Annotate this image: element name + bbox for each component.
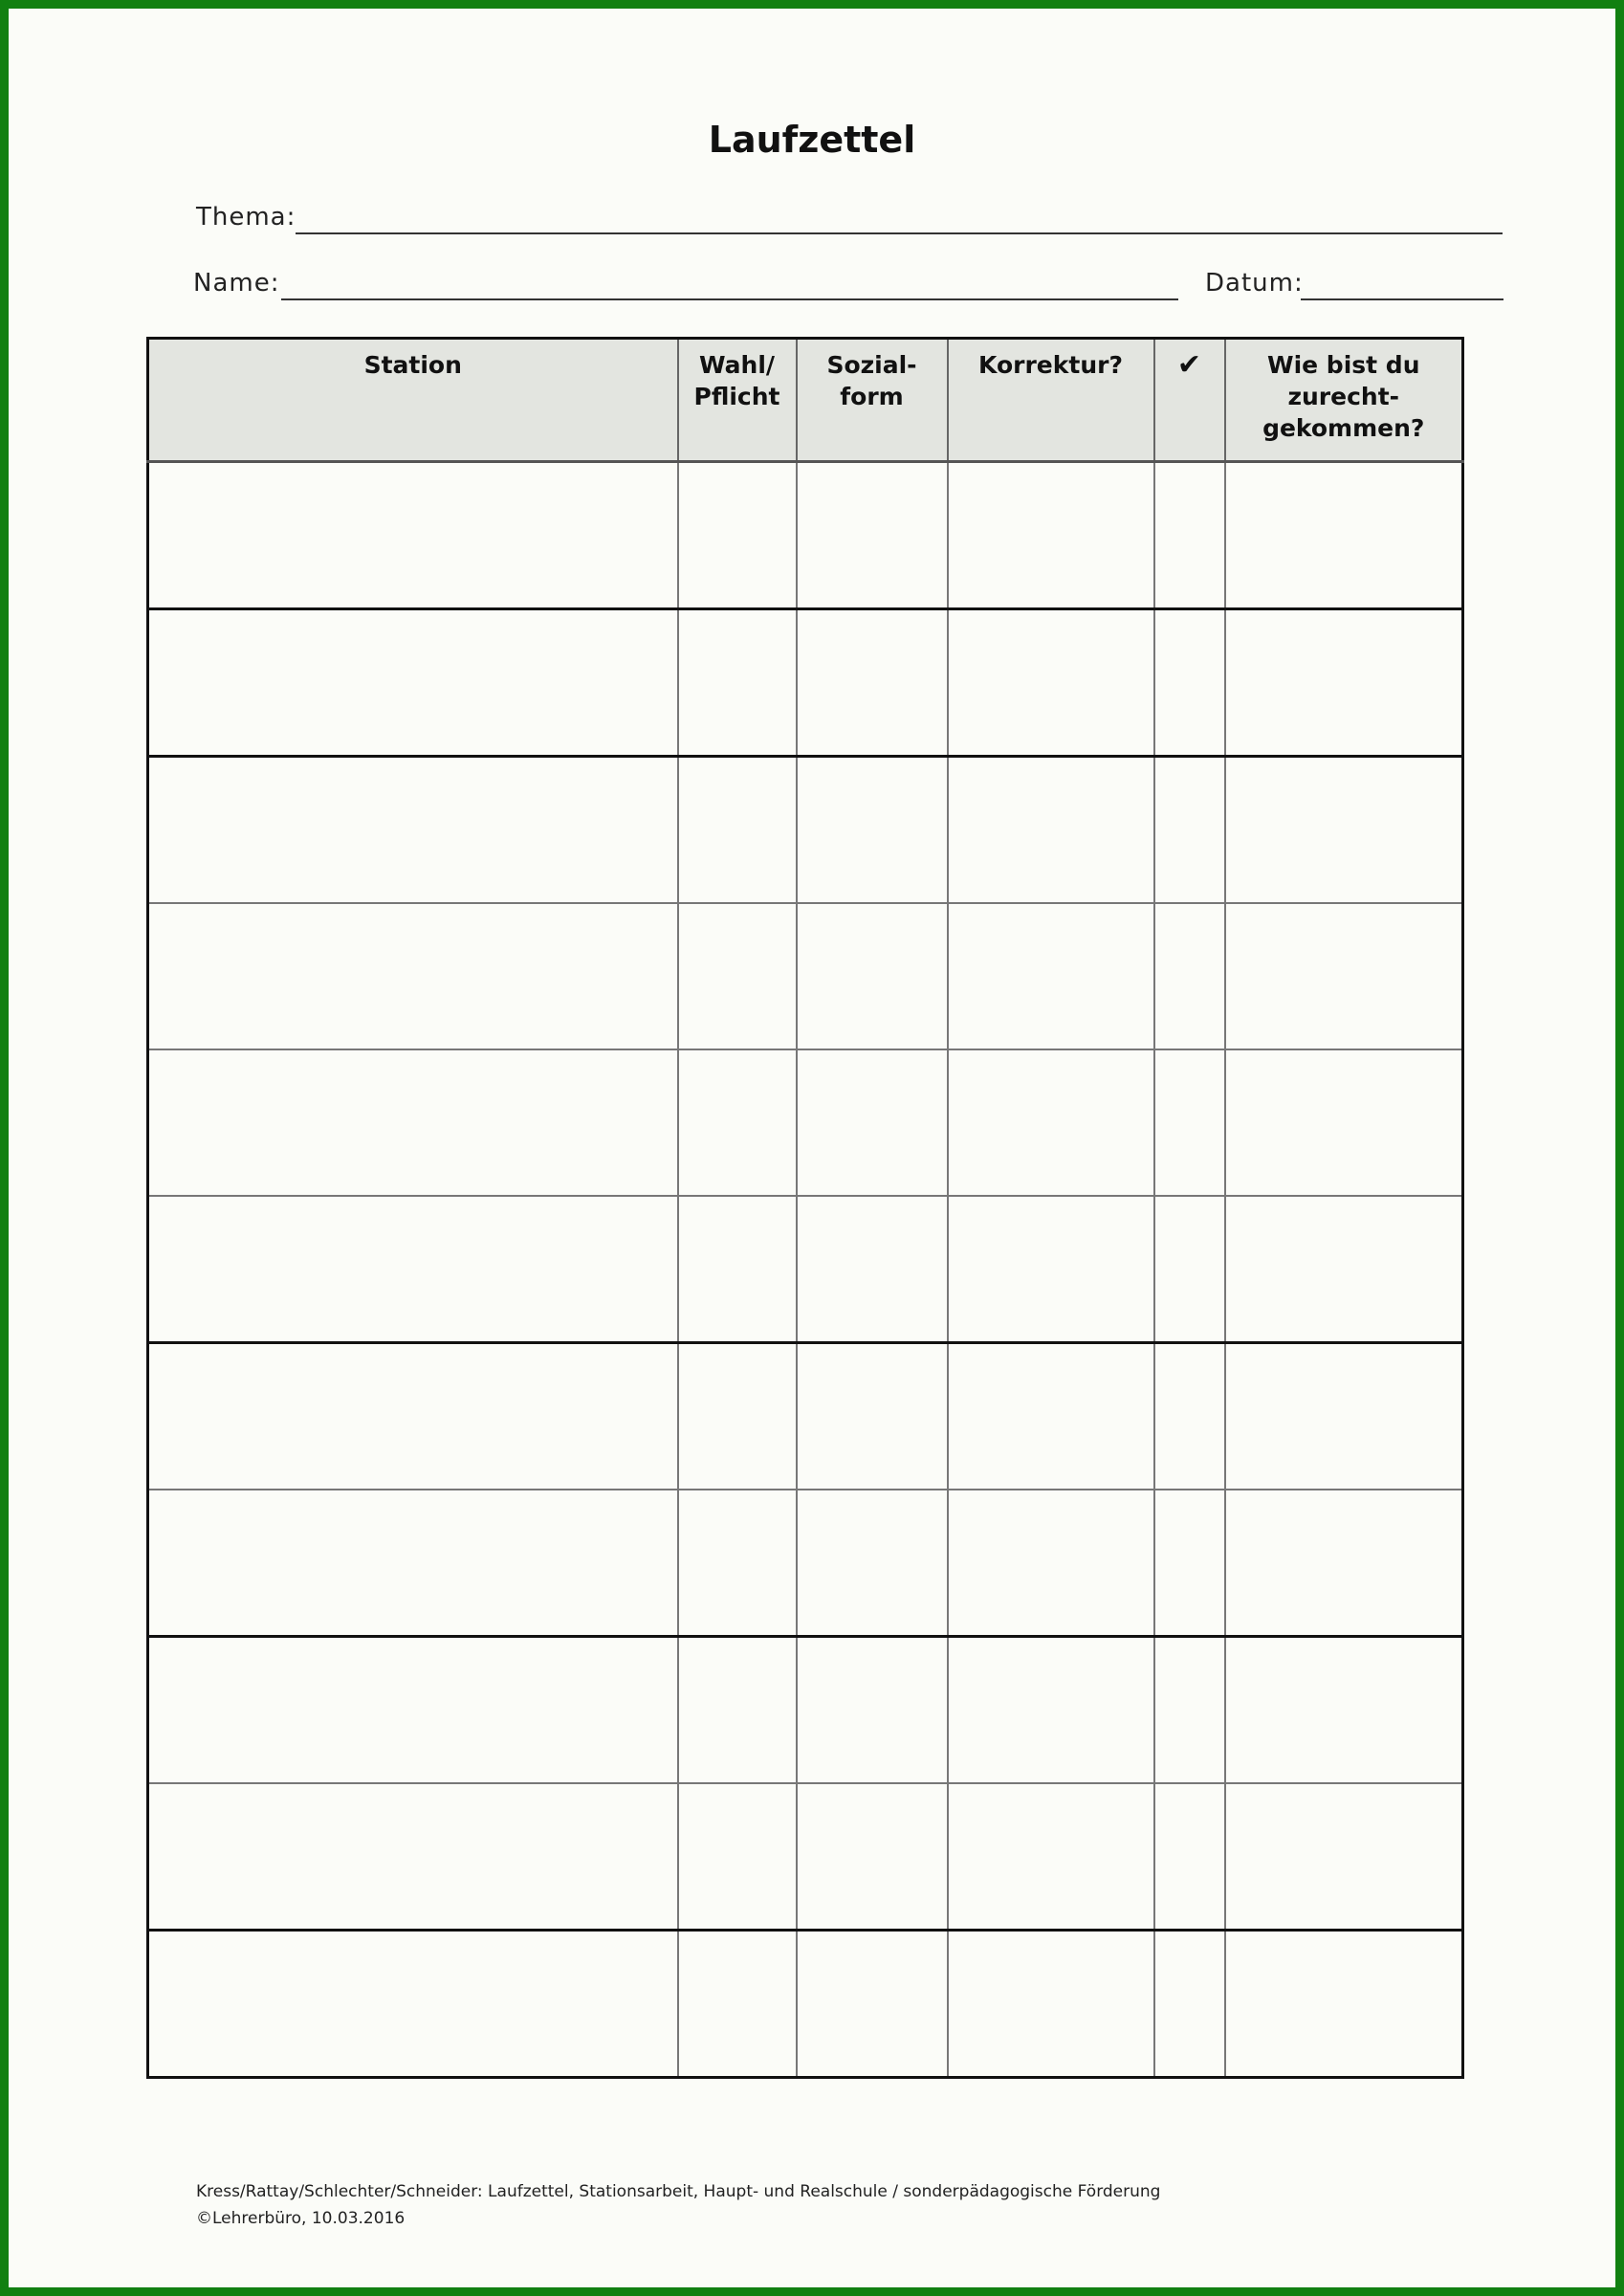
cell-wie-bist-du[interactable] [1225, 1049, 1463, 1196]
cell-station[interactable] [148, 1637, 678, 1784]
cell-sozialform[interactable] [797, 1637, 948, 1784]
cell-wie-bist-du[interactable] [1225, 1931, 1463, 2078]
cell-korrektur[interactable] [948, 1931, 1154, 2078]
cell-korrektur[interactable] [948, 757, 1154, 904]
cell-wahl-pflicht[interactable] [678, 903, 797, 1049]
cell-station[interactable] [148, 1783, 678, 1931]
cell-sozialform[interactable] [797, 1049, 948, 1196]
cell-check[interactable] [1154, 1343, 1225, 1490]
cell-sozialform[interactable] [797, 609, 948, 757]
cell-korrektur[interactable] [948, 1049, 1154, 1196]
cell-korrektur[interactable] [948, 462, 1154, 609]
cell-check[interactable] [1154, 1783, 1225, 1931]
cell-wie-bist-du[interactable] [1225, 609, 1463, 757]
datum-label: Datum: [1205, 269, 1304, 298]
cell-station[interactable] [148, 1931, 678, 2078]
cell-sozialform[interactable] [797, 462, 948, 609]
datum-input-line[interactable] [1301, 298, 1503, 300]
cell-korrektur[interactable] [948, 609, 1154, 757]
header-station: Station [148, 339, 678, 462]
cell-check[interactable] [1154, 609, 1225, 757]
cell-station[interactable] [148, 1343, 678, 1490]
cell-check[interactable] [1154, 757, 1225, 904]
header-wahl-pflicht: Wahl/ Pflicht [678, 339, 797, 462]
table-row [148, 1049, 1463, 1196]
cell-station[interactable] [148, 609, 678, 757]
cell-wahl-pflicht[interactable] [678, 1931, 797, 2078]
thema-input-line[interactable] [296, 232, 1503, 234]
cell-korrektur[interactable] [948, 1637, 1154, 1784]
cell-check[interactable] [1154, 1490, 1225, 1637]
cell-wie-bist-du[interactable] [1225, 462, 1463, 609]
cell-wahl-pflicht[interactable] [678, 1343, 797, 1490]
cell-check[interactable] [1154, 1637, 1225, 1784]
name-label: Name: [193, 269, 280, 298]
cell-station[interactable] [148, 1490, 678, 1637]
cell-korrektur[interactable] [948, 903, 1154, 1049]
table-row [148, 1490, 1463, 1637]
table-row [148, 1343, 1463, 1490]
table-row [148, 757, 1463, 904]
cell-sozialform[interactable] [797, 1343, 948, 1490]
cell-check[interactable] [1154, 462, 1225, 609]
cell-wahl-pflicht[interactable] [678, 1049, 797, 1196]
checkmark-icon: ✔ [1176, 348, 1202, 382]
table-row [148, 1196, 1463, 1343]
cell-wie-bist-du[interactable] [1225, 1196, 1463, 1343]
cell-check[interactable] [1154, 1049, 1225, 1196]
cell-wahl-pflicht[interactable] [678, 1490, 797, 1637]
cell-station[interactable] [148, 757, 678, 904]
cell-korrektur[interactable] [948, 1343, 1154, 1490]
name-input-line[interactable] [281, 298, 1178, 300]
footer [196, 2178, 1160, 2232]
cell-wahl-pflicht[interactable] [678, 1196, 797, 1343]
cell-station[interactable] [148, 1196, 678, 1343]
table-body [148, 462, 1463, 2078]
cell-wahl-pflicht[interactable] [678, 609, 797, 757]
cell-sozialform[interactable] [797, 1196, 948, 1343]
cell-wahl-pflicht[interactable] [678, 1637, 797, 1784]
table-row [148, 462, 1463, 609]
cell-sozialform[interactable] [797, 1490, 948, 1637]
cell-check[interactable] [1154, 1931, 1225, 2078]
cell-sozialform[interactable] [797, 1783, 948, 1931]
table-row [148, 1637, 1463, 1784]
header-korrektur: Korrektur? [948, 339, 1154, 462]
cell-check[interactable] [1154, 903, 1225, 1049]
thema-label: Thema: [196, 203, 296, 232]
cell-station[interactable] [148, 462, 678, 609]
cell-wahl-pflicht[interactable] [678, 757, 797, 904]
cell-wie-bist-du[interactable] [1225, 1343, 1463, 1490]
cell-wahl-pflicht[interactable] [678, 1783, 797, 1931]
cell-wie-bist-du[interactable] [1225, 1783, 1463, 1931]
cell-wie-bist-du[interactable] [1225, 1637, 1463, 1784]
cell-sozialform[interactable] [797, 1931, 948, 2078]
station-table [146, 337, 1464, 2079]
table-row [148, 1931, 1463, 2078]
cell-station[interactable] [148, 1049, 678, 1196]
cell-korrektur[interactable] [948, 1490, 1154, 1637]
cell-station[interactable] [148, 903, 678, 1049]
table-row [148, 1783, 1463, 1931]
cell-wie-bist-du[interactable] [1225, 1490, 1463, 1637]
cell-sozialform[interactable] [797, 757, 948, 904]
header-wie-bist-du: Wie bist du zurecht- gekommen? [1225, 339, 1463, 462]
cell-check[interactable] [1154, 1196, 1225, 1343]
cell-sozialform[interactable] [797, 903, 948, 1049]
cell-wie-bist-du[interactable] [1225, 903, 1463, 1049]
cell-wie-bist-du[interactable] [1225, 757, 1463, 904]
table-row [148, 903, 1463, 1049]
footer-copyright: ©Lehrerbüro, 10.03.2016 [196, 2209, 406, 2228]
header-sozialform: Sozial- form [797, 339, 948, 462]
table-header-row [148, 339, 1463, 462]
cell-wahl-pflicht[interactable] [678, 462, 797, 609]
table-row [148, 609, 1463, 757]
footer-credit: Kress/Rattay/Schlechter/Schneider: Laufzettel, Stationsarbeit, Haupt- und Realschule / sonderpädagogische Förderung [196, 2182, 1161, 2201]
cell-korrektur[interactable] [948, 1783, 1154, 1931]
page-title: Laufzettel [708, 119, 916, 161]
cell-korrektur[interactable] [948, 1196, 1154, 1343]
header-checkmark [1154, 339, 1225, 462]
